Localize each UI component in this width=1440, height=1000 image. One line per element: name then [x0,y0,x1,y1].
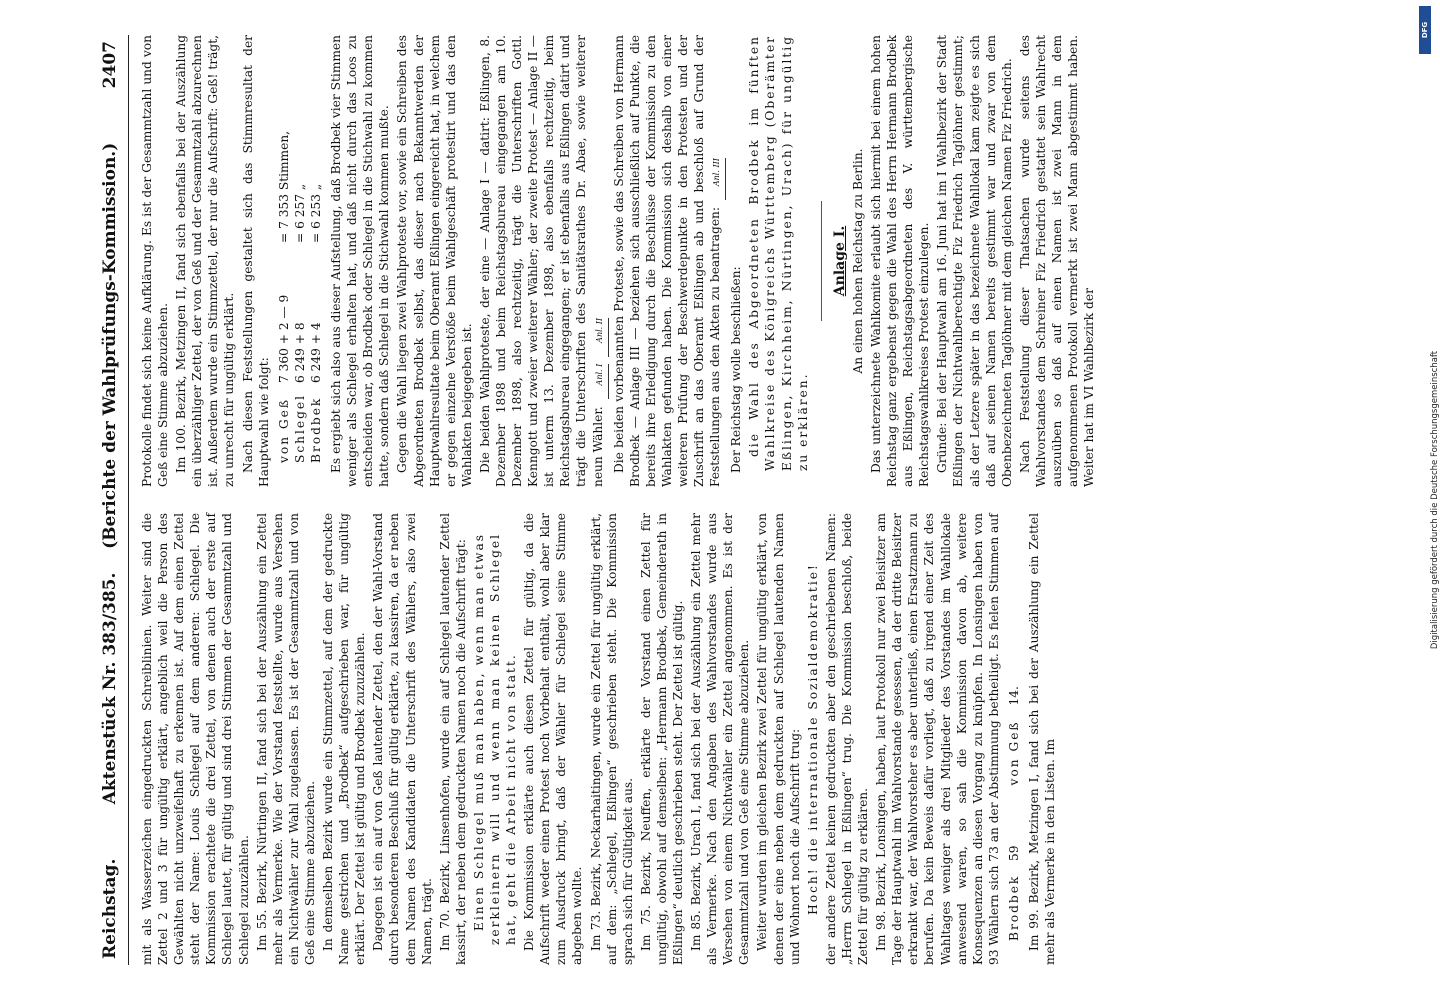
candidate-name: von Geß [276,397,291,463]
paragraph: der andere Zettel keinen gedruckten aber den geschriebenen Namen: „Herrn Schlegel in Eßlingen“ trug. Die Kommission beschloß, beide Zettel für gültig zu erklären. [823,513,871,965]
margin-mark-anlage-3: Anl. III [709,158,726,200]
candidate-name: Schlegel [292,393,307,463]
dfg-logo: DFG [1419,6,1431,54]
addressee: An einen hohen Reichstag zu Berlin. [850,148,865,374]
vote-result: = 6 253 „ [308,183,323,243]
paragraph: Nach Feststellung dieser Thatsachen wurde seitens des Wahlvorstandes dem Schreiner Fiz Friedrich gestattet sein Wahlrecht auszuüben so daß auf einen Namen ist zwei Mann in dem aufgenommenen Protokoll vermerkt ist zwei Mann abgestimmt haben. Weiter hat im VI Wahlbezirk der [1017,35,1097,487]
paragraph: Dagegen ist ein auf von Geß lautender Zettel, den der Wahl-Vorstand durch besonderen Beschluß für gültig erklärte, zu kassiren, da er neben dem Namen des Kandidaten die Unterschrift des Wählers, also zwei Namen, trägt. [371,513,434,965]
paragraph: Im 85. Bezirk, Urach I, fand sich bei der Auszählung ein Zettel mehr als Vermerke. Nach den Angaben des Wahlvorstandes wurde aus Versehen von einem Nichtwähler ein Zettel angenommen. Es ist der Gesammtzahl und von Geß eine Stimme abzuziehen. [689,513,752,965]
page-number: 2407 [100,41,120,89]
divider [821,201,822,321]
header-document-number: Aktenstück Nr. 383/385. [100,572,120,805]
candidate-name: Brodbek [308,396,323,463]
rotated-page [60,5,1390,995]
page-header [100,35,129,965]
paragraph: Im 75. Bezirk, Neuffen, erklärte der Vorstand einen Zettel für ungültig, obwohl auf demselben: „Hermann Brodbek, Gemeinderath in Eßlingen“ deutlich geschrieben steht. Der Zettel ist gültig. [638,513,685,965]
paragraph-text: Die beiden vorbenannten Proteste, sowie das Schreiben von Hermann Brodbek — Anlage III — beziehen sich ausschließlich auf Punkte, die bereits ihre Erledigung durch die Beschlüsse der Kommission zu den Wahlakten gefunden haben. Die Kommission sich deshalb von einer weiteren Prüfung der Beschwerdepunkte in den Protesten und der Zuschrift an das Oberamt Eßlingen ab und beschloß auf Grund der Feststellungen aus den Akten zu beantragen: [611,35,723,487]
anlage-title: Anlage I. [831,225,848,297]
tally-value: 14. [1006,686,1021,706]
paragraph: Im 98. Bezirk, Lonsingen, haben, laut Protokoll nur zwei Beisitzer am Tage der Hauptwahl im Wahlvorstande gesessen, da der dritte Beisitzer erkrankt war, der Wahlvorsteher es aber unterließ, einen Ersatzmann zu berufen. Da kein Beweis dafür vorliegt, daß zu irgend einer Zeit des Wahltages weniger als drei Mitglieder des Vorstandes im Wahllokale anwesend waren, so sah die Kommission davon ab, weitere Konsequenzen an diesen Vorgang zu knüpfen. In Lonsingen haben von 93 Wählern sich 73 an der Abstimmung betheiligt. Es fielen Stimmen auf [874,513,1001,965]
paragraph [611,35,727,487]
column-left [139,513,1359,965]
tally-name: von Geß [1006,720,1021,786]
vote-result: = 6 257 „ [292,183,307,243]
margin-mark-anlage-2: Anl. II [592,318,609,357]
text-columns [139,35,1359,965]
paragraph: Im 99. Bezirk, Metzingen I, fand sich bei der Auszählung ein Zettel mehr als Vermerke in den Listen. Im [1026,513,1058,965]
paragraph: Im 73. Bezirk, Neckarhaitingen, wurde ein Zettel für ungültig erklärt, auf dem: „Schlegel, Eßlingen“ geschrieben steht. Die Kommission sprach sich für Gültigkeit aus. [588,513,635,965]
paragraph: Es ergiebt sich also aus dieser Aufstellung, daß Brodbek vier Stimmen weniger als Schlegel erhalten hat, und daß nicht durch das Loos zu entscheiden war, ob Brodbek oder Schlegel in die Stichwahl zu kommen hatte, sondern daß Schlegel in die Stichwahl kommen mußte. [329,35,392,487]
vote-calculation: 6 249 + 8 [292,322,307,383]
paragraph [477,35,609,487]
paragraph: Im 70. Bezirk, Linsenhofen, wurde ein auf Schlegel lautender Zettel kassirt, der neben dem gedruckten Namen noch die Aufschrift trägt: [437,513,468,965]
resolution-text: die Wahl des Abgeordneten Brodbek im fünften Wahlkreise des Königreichs Württemberg (Oberämter Eßlingen, Kirchheim, Nürtingen, Urach) für ungültig zu erklären. [747,35,810,471]
vote-row [308,35,324,463]
paragraph: Nach diesen Feststellungen gestaltet sich das Stimmresultat der Hauptwahl wie folgt: [240,35,271,487]
vote-calculation: 6 249 + 4 [308,322,323,383]
paragraph: Im 100. Bezirk, Metzingen II, fand sich ebenfalls bei der Auszählung ein überzähliger Zettel, der von Geß und der Gesammtzahl abzurechnen ist. Außerdem wurde ein Stimmzettel, der nur die Aufschrift: Geß! trägt, zu unrecht für ungültig erklärt. [174,35,237,487]
paragraph-text: Die beiden Wahlproteste, der eine — Anlage I — datirt: Eßlingen, 8. Dezember 1898 und beim Reichstagsbureau eingegangen am 10. Dezember 1898, also rechtzeitig, trägt die Unterschriften Gottl. Kenngott und zweier weiterer Wähler; der zweite Protest — Anlage II — ist unterm 13. Dezember 1898, also ebenfalls rechtzeitig, beim Reichstagsbureau eingegangen; er ist ebenfalls aus Eßlingen datirt und trägt die Unterschriften des Sanitätsrathes Dr. Abae, sowie weiterer neun Wähler. [477,35,605,487]
paragraph: Gegen die Wahl liegen zwei Wahlproteste vor, sowie ein Schreiben des Abgeordneten Brodbek selbst, das dieser nach Bekanntwerden der Hauptwahlresultate beim Oberamt Eßlingen eingereicht hat, in welchem er gegen einzelne Verstöße beim Wahlgeschäft protestirt und das den Wahlakten beigegeben ist. [395,35,474,487]
header-section-title: (Berichte der Wahlprüfungs-Kommission.) [100,142,120,549]
column-right [139,35,1359,487]
vote-calculation: 7 360 + 2 — 9 [276,294,291,383]
digitization-credit-text: Digitalisierung gefördert durch die Deutsche Forschungsgemeinschaft [1430,350,1440,650]
vote-results [276,35,324,463]
vote-result: = 7 353 Stimmen, [276,130,291,243]
margin-mark-anlage-1: Anl. I [592,364,609,400]
header-center [100,88,120,858]
tally-row [1006,513,1022,941]
quoted-verse: Einen Schlegel muß man haben, wenn man etwas zerkleinern will und wenn man keinen Schlegel hat, geht die Arbeit nicht von statt. [471,533,519,945]
paragraph: Gründe: Bei der Hauptwahl am 16. Juni hat im I Wahlbezirk der Stadt Eßlingen der Nichtwahlberechtigte Fiz Friedrich Taglöhner gestimmt; als der Letzere später in das bezeichnete Wahllokal kam zeigte es sich daß auf seinen Namen bereits gestimmt war und zwar von dem Obenbezeichneten Taglöhner mit dem gleichen Namen Fiz Friedrich. [935,35,1014,487]
paragraph: mit als Wasserzeichen eingedruckten Schreiblinien. Weiter sind die Zettel 2 und 3 für ungültig erklärt, angeblich weil die Person des Gewählten nicht unzweifelhaft zu erkennen ist. Auf dem einen Zettel steht der Name: Louis Schlegel auf dem anderen: Schlegel. Die Kommission erachtete die drei Zettel, von denen auch der erste auf Schlegel lautet, für gültig und sind drei Stimmen der Gesammtzahl und Schlegel zuzuzählen. [140,513,251,965]
digitization-credit [1418,60,1440,940]
vote-row [276,35,292,463]
paragraph: Der Reichstag wolle beschließen: [729,266,744,473]
header-left: Reichstag. [100,858,120,959]
paragraph: Die Kommission erklärte auch diesen Zettel für gültig, da die Aufschrift weder einen Protest noch Vorbehalt enthält, wohl aber klar zum Ausdruck bringt, daß der Wähler für Schlegel seine Stimme abgeben wollte. [522,513,585,965]
paragraph: Protokolle findet sich keine Aufklärung. Es ist der Gesammtzahl und von Geß eine Stimme abzuziehen. [140,35,171,487]
paragraph: Im 55. Bezirk, Nürtingen II, fand sich bei der Auszählung ein Zettel mehr als Vermerke. Wie der Vorstand feststellte, wurde aus Versehen ein Nichtwähler zur Wahl zugelassen. Es ist der Gesammtzahl und von Geß eine Stimme abzuziehen. [254,513,317,965]
paragraph: Weiter wurden im gleichen Bezirk zwei Zettel für ungültig erklärt, von denen der eine neben dem gedruckten auf Schlegel lautenden Namen und Wohnort noch die Aufschrift trug: [755,513,802,965]
quoted-slogan: Hoch! die internationale Sozialdemokratie! [805,563,820,915]
tally-name: Brodbek [1006,874,1021,941]
paragraph: Das unterzeichnete Wahlkomite erlaubt sich hiermit bei einem hohen Reichstag ganz ergebenst gegen die Wahl des Herrn Hermann Brodbek aus Eßlingen, Reichstagsabgeordneten des V. württembergische Reichstagswahlkreises Protest einzulegen. [868,35,932,487]
lonsingen-tally [1006,513,1022,941]
vote-row [292,35,308,463]
paragraph: In demselben Bezirk wurde ein Stimmzettel, auf dem der gedruckte Name gestrichen und „Brodbek“ aufgeschrieben war, für ungültig erklärt. Der Zettel ist gültig und Brodbek zuzuzählen. [321,513,368,965]
tally-value: 59 [1006,845,1021,861]
